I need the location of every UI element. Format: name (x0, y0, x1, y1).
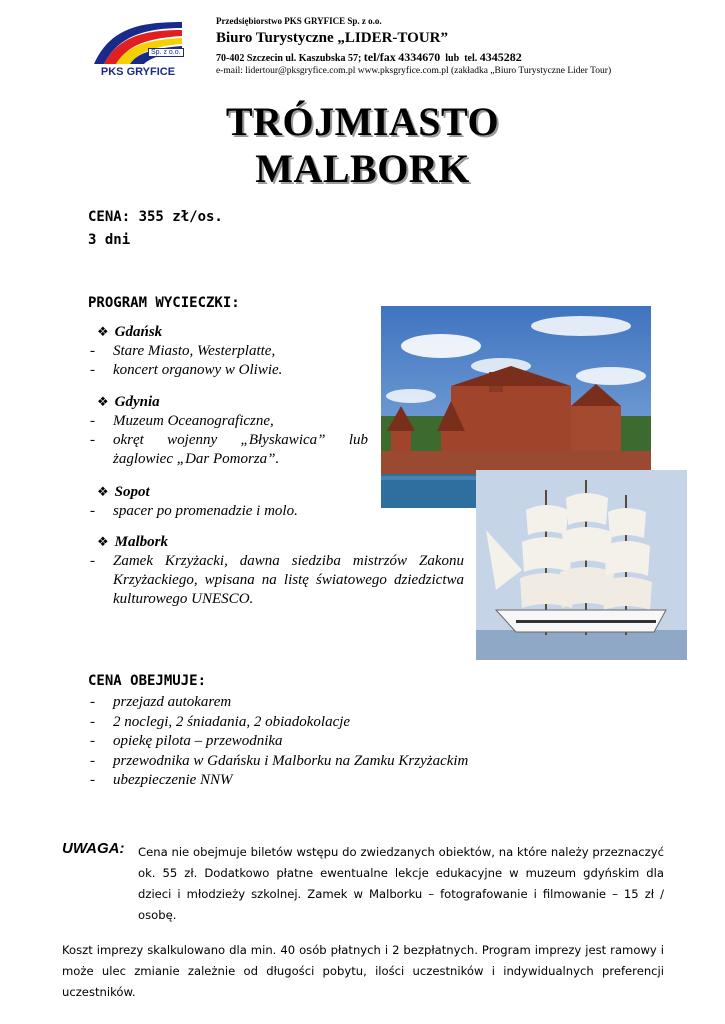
telfax-number: 4334670 (398, 50, 441, 64)
tel-number: 4345282 (479, 50, 522, 64)
diamond-bullet-icon: ❖ (97, 484, 109, 499)
logo-company-type: Sp. z o.o. (148, 48, 184, 57)
logo-text: PKS GRYFICE (100, 66, 176, 78)
company-name: Przedsiębiorstwo PKS GRYFICE Sp. z o.o. (216, 16, 382, 26)
program-item-malbork: ❖ Malbork - Zamek Krzyżacki, dawna siedziba mistrzów Zakonu Krzyżackiego, wpisana na listę światowego dziedzictwa kulturowego UNESCO. (90, 534, 464, 607)
or-word: lub (445, 53, 460, 64)
includes-list: - przejazd autokarem - 2 noclegi, 2 śniadania, 2 obiadokolacje - opiekę pilota – przewodnika - przewodnika w Gdańsku i Malborku na Zamku Krzyżackim - ubezpieczenie NNW (90, 694, 469, 788)
footer-disclaimer: Koszt imprezy skalkulowano dla min. 40 osób płatnych i 2 bezpłatnych. Program imprezy jest ramowy i może ulec zmianie zależnie od długości pobytu, ilości uczestników i indywidualnych preferencji uczestników. (62, 943, 664, 999)
includes-item: przewodnika w Gdańsku i Malborku na Zamku Krzyżackim (113, 752, 469, 769)
program-point: Stare Miasto, Westerplatte, (113, 343, 276, 359)
program-item-sopot: ❖ Sopot - spacer po promenadzie i molo. (90, 484, 298, 519)
email-web-line: e-mail: lidertour@pksgryfice.com.pl www.pksgryfice.com.pl (zakładka „Biuro Turystyczne Lider Tour) (216, 66, 612, 76)
company-logo (90, 18, 186, 82)
address: 70-402 Szczecin ul. Kaszubska 57; (216, 53, 362, 64)
duration: 3 dni (88, 232, 131, 248)
diamond-bullet-icon: ❖ (97, 534, 109, 549)
diamond-bullet-icon: ❖ (97, 394, 109, 409)
includes-item: opiekę pilota – przewodnika (113, 733, 283, 749)
tel-label: tel. (464, 53, 478, 64)
program-point: Muzeum Oceanograficzne, (113, 413, 274, 429)
note-text: Cena nie obejmuje biletów wstępu do zwiedzanych obiektów, na które należy przeznaczyć ok. 55 zł. Dodatkowo płatne ewentualne lekcje edukacyjne w muzeum gdyńskim dla dzieci i młodzieży szkolnej. Zamek w Malborku – fotografowanie i filmowanie – 15 zł / osobę. (138, 845, 664, 922)
program-item-gdynia: ❖ Gdynia - Muzeum Oceanograficzne, - okręt wojenny „Błyskawica” lub żaglowiec „Dar Pomorza”. (90, 394, 368, 467)
page-title-line1: TRÓJMIASTO (225, 99, 500, 144)
program-heading: PROGRAM WYCIECZKI: (88, 295, 240, 311)
note-label: UWAGA: (62, 840, 125, 857)
program-item-gdansk: ❖ Gdańsk - Stare Miasto, Westerplatte, - koncert organowy w Oliwie. (90, 324, 283, 378)
sailing-ship-photo (476, 470, 687, 660)
diamond-bullet-icon: ❖ (97, 324, 109, 339)
includes-heading: CENA OBEJMUJE: (88, 673, 207, 689)
includes-item: przejazd autokarem (113, 694, 232, 710)
address-line (216, 50, 522, 65)
ship-image-icon (476, 470, 687, 660)
telfax-label: tel/fax (363, 50, 396, 64)
city-name: Gdańsk (114, 324, 163, 340)
includes-item: 2 noclegi, 2 śniadania, 2 obiadokolacje (113, 713, 351, 730)
city-name: Sopot (114, 484, 150, 500)
program-point: spacer po promenadzie i molo. (113, 503, 298, 519)
agency-name: Biuro Turystyczne „LIDER-TOUR” (216, 30, 448, 46)
page-title-line2: MALBORK (255, 146, 470, 191)
price: CENA: 355 zł/os. (88, 209, 223, 225)
city-name: Gdynia (114, 394, 160, 410)
pks-logo-swoosh-icon (90, 18, 186, 66)
program-point: okręt wojenny „Błyskawica” lub żaglowiec „Dar Pomorza”. (113, 432, 368, 467)
includes-item: ubezpieczenie NNW (113, 772, 233, 788)
city-name: Malbork (114, 534, 168, 550)
program-point: koncert organowy w Oliwie. (113, 362, 283, 378)
program-point: Zamek Krzyżacki, dawna siedziba mistrzów Zakonu Krzyżackiego, wpisana na listę światowego dziedzictwa kulturowego UNESCO. (113, 553, 464, 607)
